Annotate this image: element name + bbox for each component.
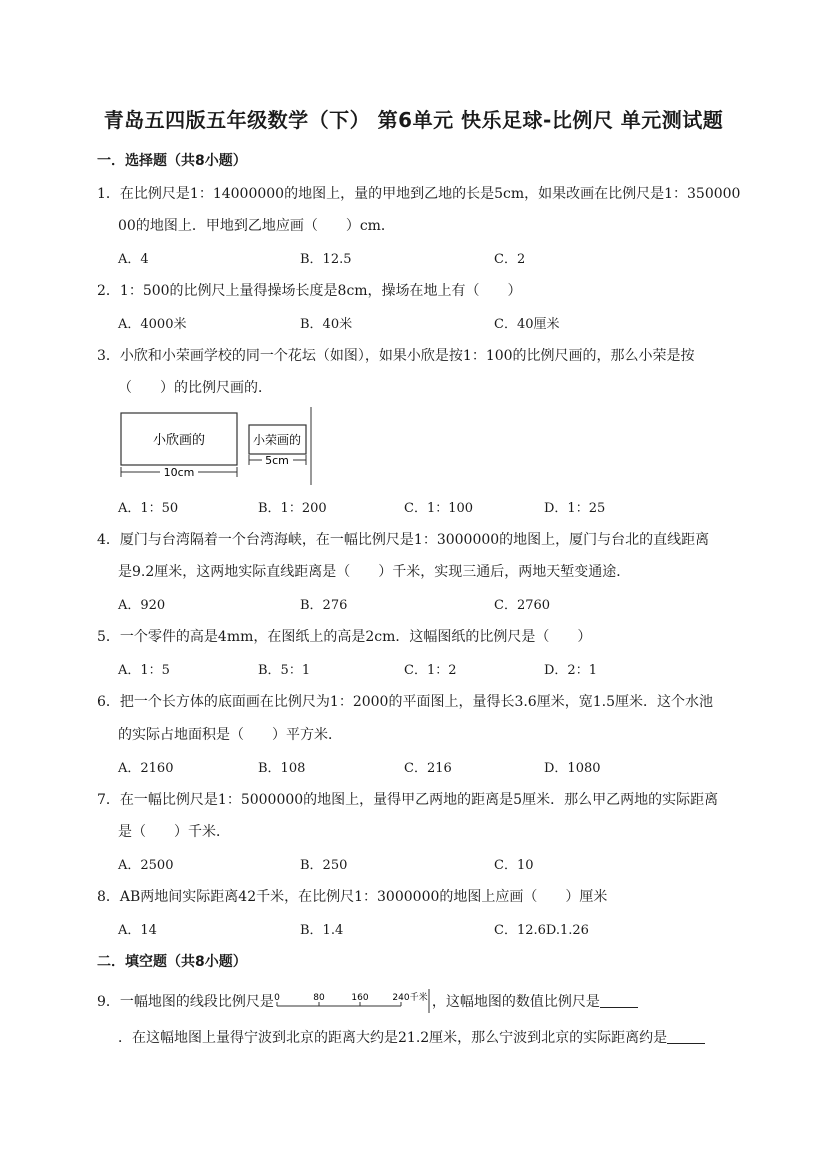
answer-blank-2[interactable] [667,1029,705,1044]
question-1-option-a: A．4 [118,252,149,267]
scale-tick-80: 80 [313,993,325,1003]
question-8-option-b: B．1.4 [300,923,344,938]
question-3-line-1: 3．小欣和小荣画学校的同一个花坛（如图），如果小欣是按1：100的比例尺画的，那么小荣是按 [97,348,695,364]
question-7-option-a: A．2500 [118,858,174,873]
question-6-option-b: B．108 [258,761,306,776]
section-heading-fill: 二．填空题（共8小题） [97,954,247,970]
question-8-line-1: 8．AB两地间实际距离42千米，在比例尺1：3000000的地图上应画（ ）厘米 [97,889,608,905]
question-7-line-2: 是（ ）千米． [118,824,230,840]
question-5-line-1: 5．一个零件的高是4mm，在图纸上的高是2cm．这幅图纸的比例尺是（ ） [97,629,592,645]
question-4-option-c: C．2760 [494,598,551,613]
question-6-option-c: C．216 [404,761,452,776]
question-3-option-a: A．1：50 [118,501,179,516]
question-9-line-1 [97,989,638,1013]
big-rect-label: 小欣画的 [152,433,206,448]
question-4-option-b: B．276 [300,598,348,613]
question-7-line-1: 7．在一幅比例尺是1：5000000的地图上，量得甲乙两地的距离是5厘米．那么甲乙两地的实际距离 [97,792,719,808]
question-5-option-d: D．2：1 [544,663,597,678]
question-6-option-d: D．1080 [544,761,601,776]
scale-tick-240: 240千米 [392,993,428,1003]
question-6-line-1: 6．把一个长方体的底面画在比例尺为1：2000的平面图上，量得长3.6厘米，宽1.5厘米．这个水池 [97,694,713,710]
question-2-line-1: 2．1：500的比例尺上量得操场长度是8cm，操场在地上有（ ） [97,283,522,299]
question-5-option-b: B．5：1 [258,663,311,678]
small-rect-dimension: 5cm [265,454,289,467]
question-6-line-2: 的实际占地面积是（ ）平方米． [118,727,342,743]
small-rect-label: 小荣画的 [252,433,302,447]
line-segment-scale [274,989,432,1013]
question-7-option-b: B．250 [300,858,348,873]
question-4-line-1: 4．厦门与台湾隔着一个台湾海峡，在一幅比例尺是1：3000000的地图上，厦门与台北的直线距离 [97,532,710,548]
question-2-option-c: C．40厘米 [494,317,560,332]
question-2-option-a: A．4000米 [118,317,187,332]
scale-tick-0: 0 [274,993,280,1003]
question-1-option-b: B．12.5 [300,252,352,267]
question-3-option-c: C．1：100 [404,501,474,516]
question-5-option-c: C．1：2 [404,663,457,678]
question-1-line-2: 00的地图上．甲地到乙地应画（ ）cm． [118,218,395,234]
question-9-prefix: 9．一幅地图的线段比例尺是 [97,994,274,1010]
question-4-option-a: A．920 [118,598,166,613]
question-9-suffix: ，这幅地图的数值比例尺是 [431,994,600,1010]
question-1-option-c: C．2 [494,252,526,267]
flowerbed-figure [116,405,316,485]
page-title: 青岛五四版五年级数学（下） 第6单元 快乐足球-比例尺 单元测试题 [103,108,724,132]
question-3-option-b: B．1：200 [258,501,327,516]
question-7-option-c: C．10 [494,858,534,873]
question-5-option-a: A．1：5 [118,663,170,678]
big-rect-dimension: 10cm [163,466,195,479]
question-8-option-c: C．12.6D.1.26 [494,923,589,938]
question-2-option-b: B．40米 [300,317,353,332]
question-6-option-a: A．2160 [118,761,174,776]
section-heading-choice: 一．选择题（共8小题） [97,153,247,169]
question-8-option-a: A．14 [118,923,157,938]
question-4-line-2: 是9.2厘米，这两地实际直线距离是（ ）千米，实现三通后，两地天堑变通途． [118,564,631,580]
question-3-option-d: D．1：25 [544,501,606,516]
scale-tick-160: 160 [351,993,369,1003]
question-9-line-2 [118,1027,705,1047]
question-3-line-2: （ ）的比例尺画的． [118,380,272,396]
answer-blank-1[interactable] [600,993,638,1008]
question-1-line-1: 1．在比例尺是1：14000000的地图上，量的甲地到乙地的长是5cm，如果改画在比例尺是1：350000 [97,186,741,202]
question-9-line-2-text: ．在这幅地图上量得宁波到北京的距离大约是21.2厘米，那么宁波到北京的实际距离约是 [118,1030,668,1046]
